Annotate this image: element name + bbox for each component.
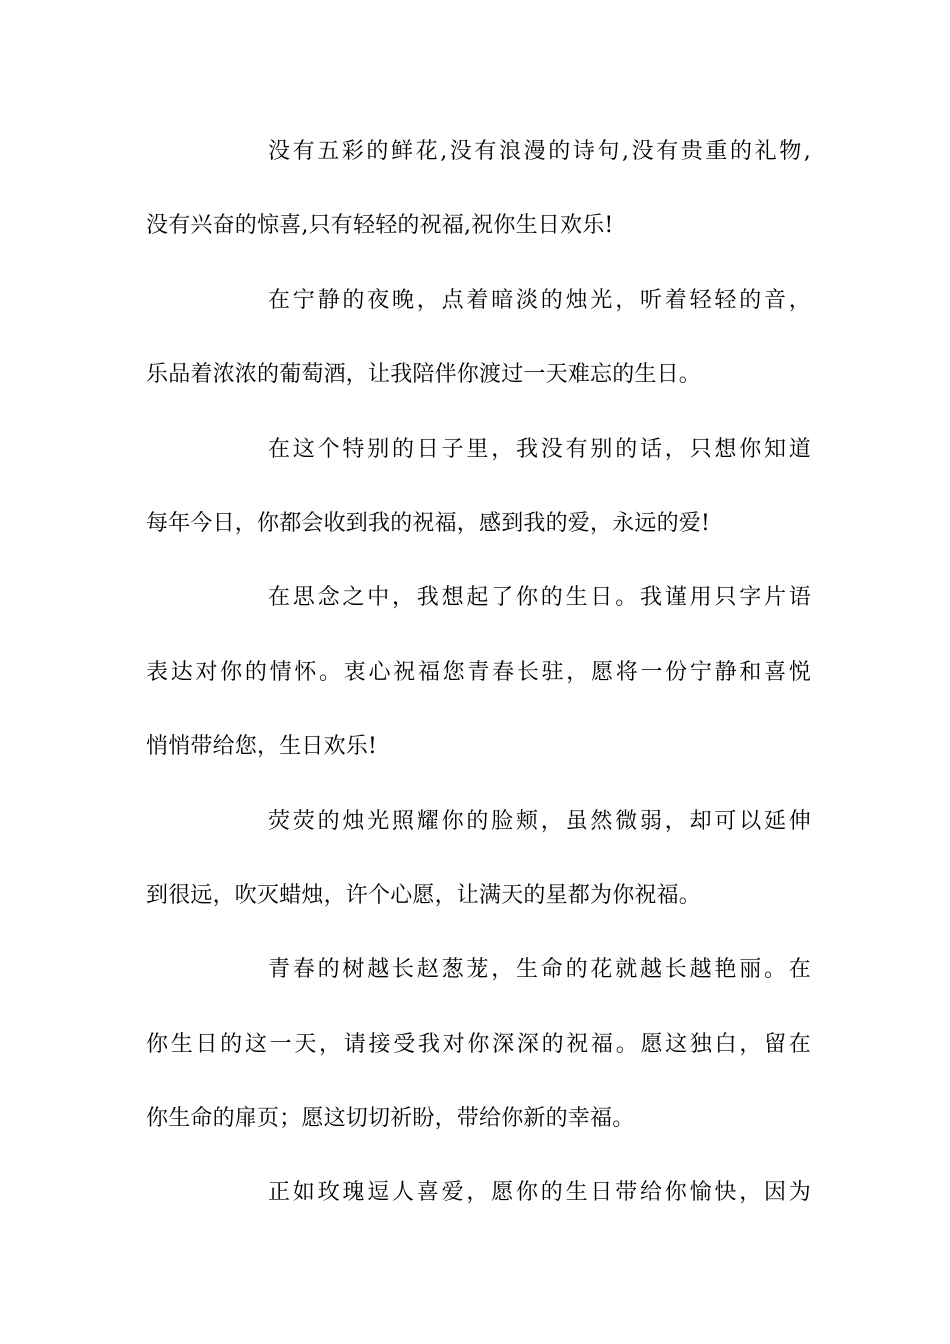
document-body <box>146 128 811 1244</box>
paragraph-6-line-2: 你生日的这一天，请接受我对你深深的祝福。愿这独白，留在 <box>146 1031 811 1057</box>
paragraph-7-line-1: 正如玫瑰逗人喜爱，愿你的生日带给你愉快，因为 <box>268 1180 811 1206</box>
paragraph-1-line-1: 没有五彩的鲜花,没有浪漫的诗句,没有贵重的礼物, <box>268 139 811 164</box>
paragraph-4-line-1: 在思念之中，我想起了你的生日。我谨用只字片语 <box>268 585 811 611</box>
paragraph-2-line-1: 在宁静的夜晚，点着暗淡的烛光，听着轻轻的音， <box>268 287 811 313</box>
paragraph-4-line-2: 表达对你的情怀。衷心祝福您青春长驻，愿将一份宁静和喜悦 <box>146 659 811 685</box>
paragraph-3-line-2: 每年今日，你都会收到我的祝福，感到我的爱，永远的爱! <box>146 510 711 536</box>
paragraph-5-line-2: 到很远，吹灭蜡烛，许个心愿，让满天的星都为你祝福。 <box>146 882 702 908</box>
paragraph-1-line-2: 没有兴奋的惊喜,只有轻轻的祝福,祝你生日欢乐! <box>146 213 614 239</box>
paragraph-5-line-1: 荧荧的烛光照耀你的脸颊，虽然微弱，却可以延伸 <box>268 808 811 834</box>
paragraph-4-line-3: 悄悄带给您，生日欢乐! <box>146 734 378 760</box>
paragraph-6-line-3: 你生命的扉页；愿这切切祈盼，带给你新的幸福。 <box>146 1106 635 1132</box>
paragraph-3-line-1: 在这个特别的日子里，我没有别的话，只想你知道 <box>268 436 811 462</box>
paragraph-6-line-1: 青春的树越长赵葱茏，生命的花就越长越艳丽。在 <box>268 957 811 983</box>
paragraph-2-line-2: 乐品着浓浓的葡萄酒，让我陪伴你渡过一天难忘的生日。 <box>146 362 702 388</box>
